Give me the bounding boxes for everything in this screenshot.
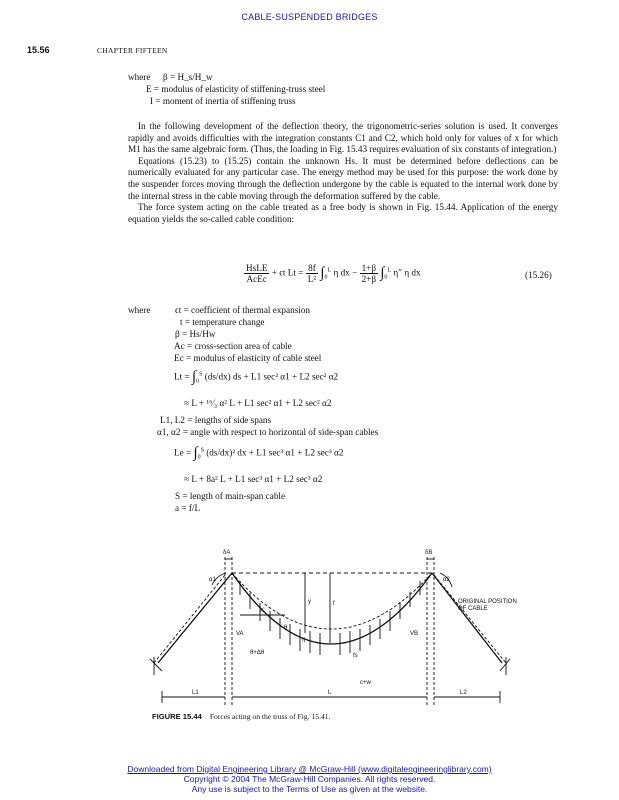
lt-integral-sign: ∫ xyxy=(191,369,197,385)
label-theta: θ xyxy=(284,625,288,631)
page-number: 15.56 xyxy=(27,45,50,55)
lt-approx: ≈ L + ¹⁶⁄₃ α² L + L1 sec² α1 + L2 sec² α2 xyxy=(184,398,332,408)
caption-label: FIGURE 15.44 xyxy=(152,712,202,721)
right-side-cable-orig xyxy=(434,575,506,663)
integral-sign-2: ∫ xyxy=(380,265,385,281)
defs1-item-beta: β = H_s/H_w xyxy=(163,72,213,82)
le-body: (ds/dx)² dx + L1 sec³ α1 + L2 sec³ α2 xyxy=(206,447,344,458)
right-side-cable xyxy=(432,573,502,663)
eq-term2: + ϵt Lt = xyxy=(271,267,304,278)
lt-equation xyxy=(174,369,338,386)
eq-coef2-den: 2+β xyxy=(361,274,377,284)
main-cable-original xyxy=(232,573,432,629)
label-theta-d: θ+Δθ xyxy=(250,650,265,656)
defs4-item-a: a = f/L xyxy=(175,503,201,513)
label-l: L xyxy=(328,690,332,696)
lt-lower: 0 xyxy=(196,378,200,385)
label-x: X xyxy=(260,608,265,614)
footer-download-link[interactable]: Downloaded from Digital Engineering Library @ McGraw-Hill (www.digitalengineeringlibrary.com) xyxy=(127,764,492,774)
defs3-item-alpha: α1, α2 = angle with respect to horizontal of side-span cables xyxy=(157,427,379,437)
defs2-item-t: t = temperature change xyxy=(180,317,265,327)
eq-coef2-fraction xyxy=(360,263,378,284)
label-delta-a: δA xyxy=(223,550,231,556)
le-lhs: Le = xyxy=(174,447,192,458)
label-f: f xyxy=(333,601,335,607)
left-side-cable-orig xyxy=(154,575,225,663)
defs2-item-eps: ϵt = coefficient of thermal expansion xyxy=(175,305,311,315)
defs4-item-s: S = length of main-span cable xyxy=(175,491,286,501)
label-original: ORIGINAL POSITION xyxy=(458,599,517,605)
eq-coef-fraction xyxy=(306,263,318,284)
label-l2: L2 xyxy=(460,690,467,696)
eq-lower-limit-2: 0 xyxy=(384,274,388,281)
defs3-item-l1l2: L1, L2 = lengths of side spans xyxy=(160,415,272,425)
lt-lhs: Lt = xyxy=(174,371,190,382)
le-lower: 0 xyxy=(197,454,201,461)
label-alpha1: α1 xyxy=(209,577,216,583)
le-equation xyxy=(174,445,343,462)
equation-number: (15.26) xyxy=(525,270,552,280)
label-l1: L1 xyxy=(192,690,199,696)
paragraph-1: In the following development of the deflection theory, the trigonometric-series solution is used. It converges rapidly and avoids difficulties with the integration constants C1 and C2, which hold only for values of x for which M1 has the same algebraic form. (Thus, the loading in Fig. 15.43 requires evaluation of six constants of integration.) xyxy=(128,121,558,155)
eq-lower-limit: 0 xyxy=(324,274,328,281)
label-of-cable: OF CABLE xyxy=(458,606,488,612)
defs1-label: where xyxy=(128,72,151,82)
eq-coef2-num: 1+β xyxy=(361,263,377,273)
eq-lhs-fraction xyxy=(244,263,269,284)
label-y: y xyxy=(308,599,311,605)
eq-upper-limit-2: L xyxy=(387,267,392,274)
eq-lhs-num: HsLE xyxy=(246,263,268,273)
eq-integral2-body: η″ η dx xyxy=(393,267,421,278)
defs2-item-ec: Ec = modulus of elasticity of cable steel xyxy=(174,353,322,363)
defs2-item-ac: Ac = cross-section area of cable xyxy=(174,341,292,351)
le-integral-sign: ∫ xyxy=(193,445,198,461)
left-side-cable xyxy=(158,573,232,663)
caption-text: Forces acting on the truss of Fig. 15.41. xyxy=(209,712,331,721)
eq-upper-limit: L xyxy=(327,267,332,274)
lt-upper: S xyxy=(199,371,203,378)
right-anchor xyxy=(500,659,510,671)
integral-sign: ∫ xyxy=(320,265,325,281)
defs1-item-e: E = modulus of elasticity of stiffening-truss steel xyxy=(146,84,326,94)
le-approx: ≈ L + 8a² L + L1 sec³ α1 + L2 sec³ α2 xyxy=(184,474,323,484)
label-cw: c+w xyxy=(360,680,371,686)
label-delta-b: δB xyxy=(425,550,433,556)
eq-integral-body: η dx − xyxy=(333,267,358,278)
body-text xyxy=(128,121,558,225)
label-alpha2: α2 xyxy=(443,577,450,583)
running-title: CABLE-SUSPENDED BRIDGES xyxy=(241,12,378,22)
eq-coef-num: 8f xyxy=(306,263,318,274)
defs1-item-i: I = moment of inertia of stiffening truss xyxy=(150,96,296,106)
paragraph-3: The force system acting on the cable treated as a free body is shown in Fig. 15.44. Application of the energy equation yields the so-called cable condition: xyxy=(128,202,558,224)
figure-15-44 xyxy=(140,545,540,710)
defs2-label: where xyxy=(128,305,151,315)
chapter-title: CHAPTER FIFTEEN xyxy=(97,46,168,55)
footer-terms: Any use is subject to the Terms of Use as given at the website. xyxy=(191,784,428,794)
eq-lhs-den: AcEc xyxy=(246,274,267,284)
label-fs: fs xyxy=(353,653,358,659)
le-upper: S xyxy=(200,447,204,454)
eq-coef-den: L² xyxy=(307,274,317,284)
lt-body: (ds/dx) ds + L1 sec² α1 + L2 sec² α2 xyxy=(204,371,339,382)
equation-15-26 xyxy=(244,263,421,284)
label-va: VA xyxy=(236,631,244,637)
paragraph-2: Equations (15.23) to (15.25) contain the unknown Hs. It must be determined before deflections can be numerically evaluated for any particular case. The energy method may be used for this purpose: the work done by the suspender forces moving through the deflection undergone by the cable is equated to the internal work done by the internal stress in the cable moving through the deformation suffered by the cable. xyxy=(128,155,558,201)
figure-caption xyxy=(152,712,330,721)
footer-copyright: Copyright © 2004 The McGraw-Hill Companies. All rights reserved. xyxy=(183,774,436,784)
defs2-item-beta: β = Hs/Hw xyxy=(175,329,216,339)
label-eta: η xyxy=(302,637,306,643)
label-vb: VB xyxy=(410,631,419,637)
